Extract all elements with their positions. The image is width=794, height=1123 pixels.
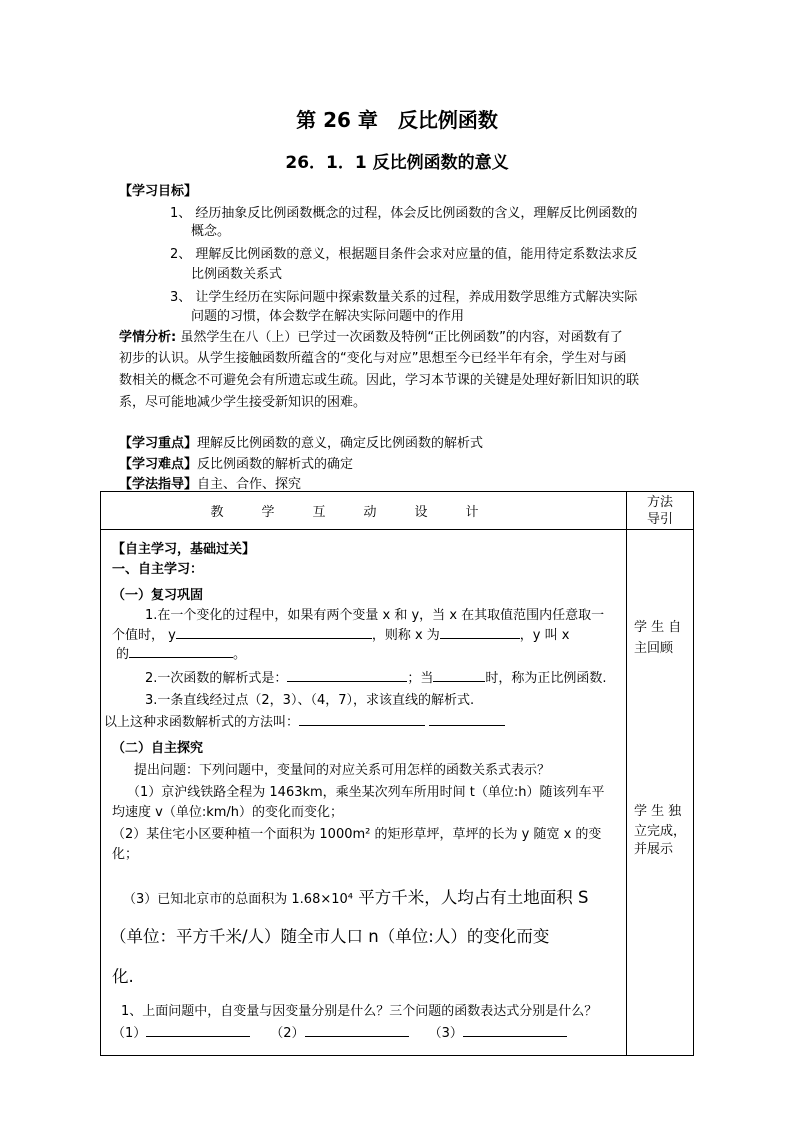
final-question: 1、上面问题中，自变量与因变量分别是什么？三个问题的函数表达式分别是什么？ [121, 1004, 598, 1019]
side-note-2-line-3: 并展示 [634, 842, 674, 857]
question-1-line-2 [112, 624, 569, 643]
answer-blank[interactable] [305, 1023, 409, 1037]
problem-3-text-a: （3）已知北京市的总面积为 1.68×10⁴ [123, 892, 353, 907]
answer-blank[interactable] [440, 625, 520, 639]
table-header-side [627, 492, 694, 530]
final-answers [112, 1022, 567, 1041]
problem-2-line-1: （2）某住宅小区要种植一个面积为 1000m² 的矩形草坪，草坪的长为 y 随宽 x 的变 [112, 827, 602, 842]
objective-2-line-2: 比例函数关系式 [191, 267, 283, 282]
method-guide-label: 【学法指导】 [119, 477, 198, 492]
side-note-1-line-2: 主回顾 [634, 641, 674, 656]
question-2-text-b: ；当 [407, 671, 434, 686]
method-guide-text: 自主、合作、探究 [197, 477, 302, 492]
problem-2-line-2: 化； [112, 847, 139, 862]
question-3: 3.一条直线经过点（2，3）、（4，7），求该直线的解析式. [145, 693, 475, 708]
answer-blank[interactable] [433, 668, 485, 682]
analysis-line-2: 初步的认识。从学生接触函数所蕴含的“变化与对应”思想至今已经半年有余，学生对与函 [119, 351, 627, 366]
question-2-text-c: 时，称为正比例函数. [485, 671, 607, 686]
side-note-2-line-1: 学 生 独 [634, 804, 682, 819]
answer-blank[interactable] [429, 712, 505, 726]
objective-1-line-2: 概念。 [191, 224, 231, 239]
objective-3-line-2: 问题的习惯，体会数学在解决实际问题中的作用 [191, 309, 465, 324]
table-header-side-line-2: 导引 [646, 512, 673, 527]
method-question [104, 711, 505, 730]
question-1-line-3 [116, 643, 246, 662]
method-question-text: 以上这种求函数解析式的方法叫： [104, 715, 300, 730]
table-header-side-line-1: 方法 [646, 495, 673, 510]
objectives-heading: 【学习目标】 [119, 184, 198, 199]
question-2-text-a: 2.一次函数的解析式是： [145, 671, 288, 686]
table-header-row [101, 492, 694, 530]
key-point [119, 432, 483, 451]
key-point-label: 【学习重点】 [119, 436, 198, 451]
answer-blank[interactable] [299, 712, 425, 726]
question-1-line-1: 1.在一个变化的过程中，如果有两个变量 x 和 y，当 x 在其取值范围内任意取一 [145, 608, 605, 623]
analysis-line-1 [119, 326, 623, 345]
analysis-label: 学情分析: [119, 330, 177, 345]
answer-label-3: （3） [428, 1026, 463, 1041]
answer-blank[interactable] [146, 1023, 250, 1037]
question-1-text-b: ，则称 x 为 [371, 628, 440, 643]
analysis-text-1: 虽然学生在八（上）已学过一次函数及特例“正比例函数”的内容，对函数有了 [176, 330, 623, 345]
analysis-line-3: 数相关的概念不可避免会有所遗忘或生疏。因此，学习本节课的关键是处理好新旧知识的联 [119, 373, 640, 388]
analysis-line-4: 系，尽可能地减少学生接受新知识的困难。 [119, 395, 367, 410]
objective-3-line-1: 3、 让学生经历在实际问题中探索数量关系的过程，养成用数学思维方式解决实际 [170, 290, 638, 305]
method-guide-cell [627, 530, 694, 1056]
table-content-cell [101, 530, 627, 1056]
answer-label-2: （2） [270, 1026, 305, 1041]
chapter-title: 第 26 章 反比例函数 [296, 108, 498, 132]
lesson-title: 26．1．1 反比例函数的意义 [285, 153, 509, 173]
objective-1-line-1: 1、 经历抽象反比例函数概念的过程，体会反比例函数的含义，理解反比例函数的 [170, 206, 638, 221]
problem-3-text-b: 平方千米，人均占有土地面积 S [353, 888, 589, 907]
answer-blank[interactable] [176, 625, 372, 639]
difficulty [119, 453, 353, 472]
problem-1-line-1: （1）京沪线铁路全程为 1463km，乘坐某次列车所用时间 t（单位:h）随该列车平 [127, 785, 605, 800]
section-title: 【自主学习，基础过关】 [112, 542, 256, 557]
question-1-end: 。 [233, 647, 247, 662]
part-title: 一、自主学习： [112, 562, 204, 577]
question-1-text-a: 个值时， y [112, 628, 176, 643]
explore-title: （二）自主探究 [112, 741, 204, 756]
table-header-main: 教学互动设计 [101, 492, 627, 530]
table-body-row [101, 530, 694, 1056]
objective-2-line-1: 2、 理解反比例函数的意义，根据题目条件会求对应量的值，能用待定系数法求反 [170, 247, 638, 262]
side-note-2-line-2: 立完成， [634, 824, 687, 839]
difficulty-text: 反比例函数的解析式的确定 [197, 457, 354, 472]
answer-blank[interactable] [129, 644, 233, 658]
question-2 [145, 667, 607, 686]
key-point-text: 理解反比例函数的意义，确定反比例函数的解析式 [197, 436, 484, 451]
side-note-1-line-1: 学 生 自 [634, 620, 682, 635]
question-1-text-d: 的 [116, 647, 130, 662]
answer-blank[interactable] [287, 668, 407, 682]
answer-blank[interactable] [463, 1023, 567, 1037]
problem-1-line-2: 均速度 v（单位:km/h）的变化而变化； [112, 805, 344, 820]
problem-3-line-3: 化. [112, 967, 134, 986]
problem-3-line-2: （单位：平方千米/人）随全市人口 n（单位:人）的变化而变 [110, 927, 550, 946]
difficulty-label: 【学习难点】 [119, 457, 198, 472]
answer-label-1: （1） [112, 1026, 147, 1041]
question-1-text-c: ，y 叫 x [519, 628, 570, 643]
method-guide [119, 473, 301, 492]
interaction-design-table [100, 491, 694, 1056]
review-title: （一）复习巩固 [112, 588, 204, 603]
explore-prompt: 提出问题：下列问题中，变量间的对应关系可用怎样的函数关系式表示？ [134, 763, 551, 778]
problem-3-line-1 [123, 884, 588, 908]
